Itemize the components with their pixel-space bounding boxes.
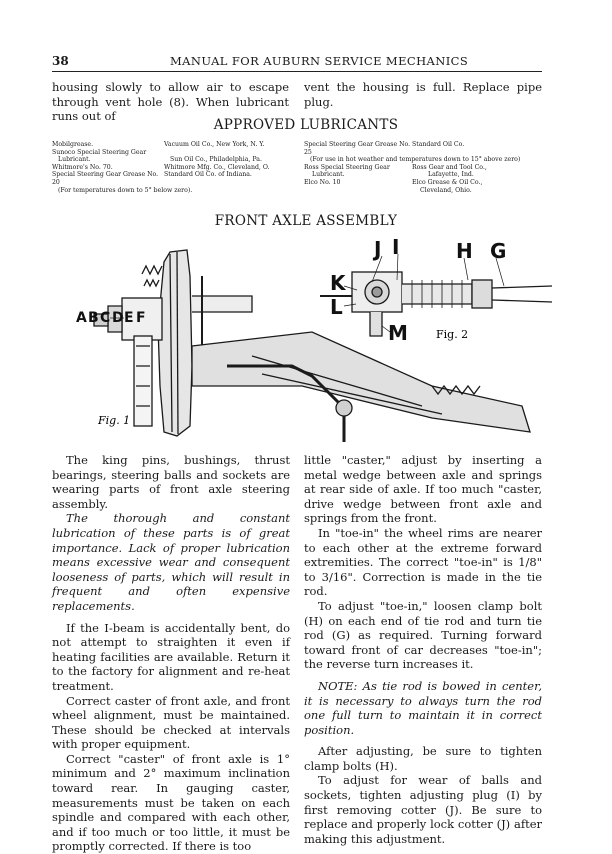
toe-in-adjust-paragraph: To adjust "toe-in," loosen clamp bolt (H) on each end of tie rod and turn tie rod (G) as required. Turning forward toward front of car decreases "toe-in"; the reverse turn increases it. [304, 598, 542, 672]
letter-c: C [100, 310, 111, 326]
lubricant-row [304, 171, 544, 179]
letter-m: M [388, 321, 408, 345]
lubricant-note: (For use in hot weather and temperatures down to 15° above zero) [310, 156, 521, 164]
caster-alignment-paragraph: Correct caster of front axle, and front wheel alignment, must be maintained. These should be checked at intervals with proper equipment. [52, 693, 290, 752]
lubricant-name: Mobilgrease. [52, 141, 94, 148]
letter-l: L [330, 295, 343, 319]
fig1-label: Fig. 1 [98, 414, 131, 427]
lubricant-row [52, 171, 292, 186]
lubricant-name: Whitmore's No. 70. [52, 163, 113, 171]
lubricant-note: (For temperatures down to 5° below zero). [58, 186, 193, 194]
page-number: 38 [52, 54, 69, 68]
front-axle-illustration [52, 236, 552, 452]
lubricant-company: Sun Oil Co., Philadelphia, Pa. [170, 156, 262, 164]
lubricant-name: Lubricant. [312, 171, 345, 179]
i-beam-paragraph: If the I-beam is accidentally bent, do not attempt to straighten it even if heating facilities are available. Return it to the factory for alignment and re-heat treatment. [52, 620, 290, 693]
lubrication-importance-paragraph: The thorough and constant lubrication of these parts is of great importance. Lack of proper lubrication means excessive wear and consequent looseness of parts, which will result in frequent and often expensive replacements. [52, 511, 290, 613]
lubricant-name: Special Steering Gear Grease No. 20 [52, 171, 159, 186]
intro-right-text: vent the housing is full. Replace pipe plug. [304, 80, 542, 109]
lubricant-company: Standard Oil Co. of Indiana. [164, 171, 252, 179]
note-paragraph: NOTE: As tie rod is bowed in center, it is necessary to always turn the rod one full turn to maintain it in correct position. [304, 678, 542, 737]
letter-f: F [136, 310, 146, 326]
lubricant-row [52, 156, 292, 164]
lubricant-company: Elco Grease & Oil Co., [412, 178, 483, 186]
lubricant-company: Standard Oil Co. [412, 141, 465, 148]
letter-g: G [490, 239, 507, 263]
body-left-column [52, 453, 290, 854]
fig2-label: Fig. 2 [436, 328, 469, 341]
lubricant-row [52, 149, 292, 157]
lubricant-row [304, 187, 544, 195]
header-rule [52, 71, 542, 72]
balls-sockets-paragraph: To adjust for wear of balls and sockets, tighten adjusting plug (I) by first removing cotter (J). Be sure to replace and properly lock cotter (J) after making this adjustment. [304, 773, 542, 846]
lubricant-name: Special Steering Gear Grease No. 25 [304, 141, 411, 156]
lubricant-company: Vacuum Oil Co., New York, N. Y. [164, 141, 265, 148]
lubricant-name [304, 187, 412, 195]
approved-lubricants-heading: APPROVED LUBRICANTS [213, 117, 399, 133]
lubricant-row [304, 164, 544, 172]
lubricants-right-list [304, 141, 544, 194]
lubricant-name: Sunoco Special Steering Gear [52, 148, 147, 156]
toe-in-paragraph: In "toe-in" the wheel rims are nearer to each other at the extreme forward extremities. The correct "toe-in" is 1/8" to 3/16". Correction is made in the tie rod. [304, 525, 542, 599]
caster-adjust-paragraph: little "caster," adjust by inserting a metal wedge between axle and springs at rear side of axle. If too much "caster, drive wedge between front axle and springs from the front. [304, 453, 542, 526]
letter-i: I [392, 236, 400, 259]
letter-b: B [88, 310, 99, 326]
caster-spec-paragraph: Correct "caster" of front axle is 1° minimum and 2° maximum inclination toward rear. In gauging caster, measurements must be taken on each spindle and compared with each other, and if too much or too little, it must be promptly corrected. If there is too [52, 751, 290, 854]
intro-right-column [304, 80, 542, 109]
letter-d: D [112, 310, 124, 326]
letter-j: J [374, 237, 382, 261]
lubricant-name: Lubricant. [58, 156, 91, 164]
lubricant-row [304, 179, 544, 187]
letter-a: A [76, 310, 87, 326]
lubricant-row [52, 141, 292, 149]
body-right-column [304, 453, 542, 846]
lubricant-name: Elco No. 10 [304, 178, 341, 186]
lubricant-company [164, 149, 292, 157]
lubricant-name: Ross Special Steering Gear [304, 163, 390, 171]
running-header: MANUAL FOR AUBURN SERVICE MECHANICS [170, 54, 469, 68]
lubricant-company: Cleveland, Ohio. [420, 186, 472, 194]
front-axle-heading: FRONT AXLE ASSEMBLY [214, 213, 398, 229]
lubricants-left-list [52, 141, 292, 194]
lubricant-row [304, 141, 544, 156]
letter-h: H [456, 239, 473, 263]
lubricant-row [52, 164, 292, 172]
letter-e: E [124, 310, 134, 326]
lubricant-company: Whitmore Mfg. Co., Cleveland, O. [164, 163, 270, 171]
lubricant-company: Lafayette, Ind. [428, 171, 474, 179]
lubricant-company: Ross Gear and Tool Co., [412, 163, 487, 171]
letter-k: K [330, 271, 346, 295]
clamp-bolts-paragraph: After adjusting, be sure to tighten clamp bolts (H). [304, 744, 542, 773]
kingpin-paragraph: The king pins, bushings, thrust bearings, steering balls and sockets are wearing parts of front axle steering assembly. [52, 453, 290, 511]
intro-left-text: housing slowly to allow air to escape through vent hole (8). When lubricant runs out of [52, 80, 289, 124]
